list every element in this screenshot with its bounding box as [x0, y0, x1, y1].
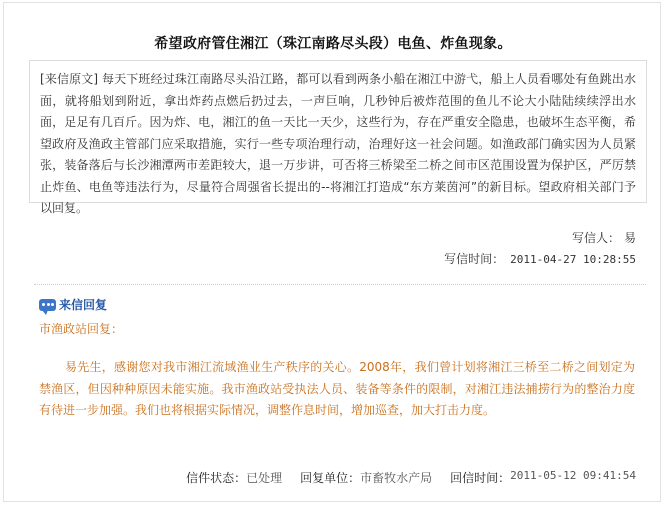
write-time-label: 写信时间：	[444, 252, 505, 266]
reply-time-value: 2011-05-12 09:41:54	[510, 469, 636, 482]
writer-label: 写信人：	[571, 231, 620, 245]
writer-value: 易	[623, 231, 636, 245]
write-time-value: 2011-04-27 10:28:55	[510, 253, 636, 266]
reply-status-row	[186, 469, 636, 486]
writer-row	[572, 229, 636, 246]
reply-header	[39, 296, 107, 313]
letter-tag: [来信原文]	[40, 72, 99, 86]
letter-body: 每天下班经过珠江南路尽头沿江路，都可以看到两条小船在湘江中游弋，船上人员看哪处有鱼跳出水面，就将船划到附近，拿出炸药点燃后扔过去，一声巨响，几秒钟后被炸范围的鱼儿不论大小陆陆续续浮出水面，足足有几百斤。因为炸、电，湘江的鱼一天比一天少，这些行为，存在严重安全隐患，也破坏生态平衡，希望政府及渔政主管部门应采取措施，实行一些专项治理行动，治理好这一社会问题。如渔政部门确实因为人员紧张，装备落后与长沙湘潭两市差距较大，退一万步讲，可否将三桥梁至二桥之间市区范围设置为保护区，严厉禁止炸鱼、电鱼等违法行为，尽量符合周强省长提出的--将湘江打造成“东方莱茵河”的新目标。望政府相关部门予以回复。	[40, 72, 636, 215]
replier-label: 市渔政站回复：	[39, 322, 124, 336]
reply-unit-label: 回复单位：	[300, 471, 361, 485]
reply-unit-value: 市畜牧水产局	[360, 471, 433, 485]
reply-heading: 来信回复	[59, 298, 108, 312]
write-time-row	[444, 250, 636, 267]
status-value: 已处理	[246, 471, 283, 485]
speech-bubble-icon	[39, 299, 56, 311]
reply-divider	[34, 284, 646, 285]
letter-original-box	[29, 60, 647, 215]
status-label: 信件状态：	[186, 471, 247, 485]
reply-time-label: 回信时间：	[450, 471, 511, 485]
page-title: 希望政府管住湘江（珠江南路尽头段）电鱼、炸鱼现象。	[154, 36, 512, 52]
reply-body: 易先生，感谢您对我市湘江流域渔业生产秩序的关心。2008年，我们曾计划将湘江三桥至二桥之间划定为禁渔区，但因种种原因未能实施。我市渔政站受执法人员、装备等条件的限制，对湘江违法捕捞行为的整治力度有待进一步加强。我们也将根据实际情况，调整作息时间，增加巡查，加大打击力度。	[39, 360, 635, 417]
